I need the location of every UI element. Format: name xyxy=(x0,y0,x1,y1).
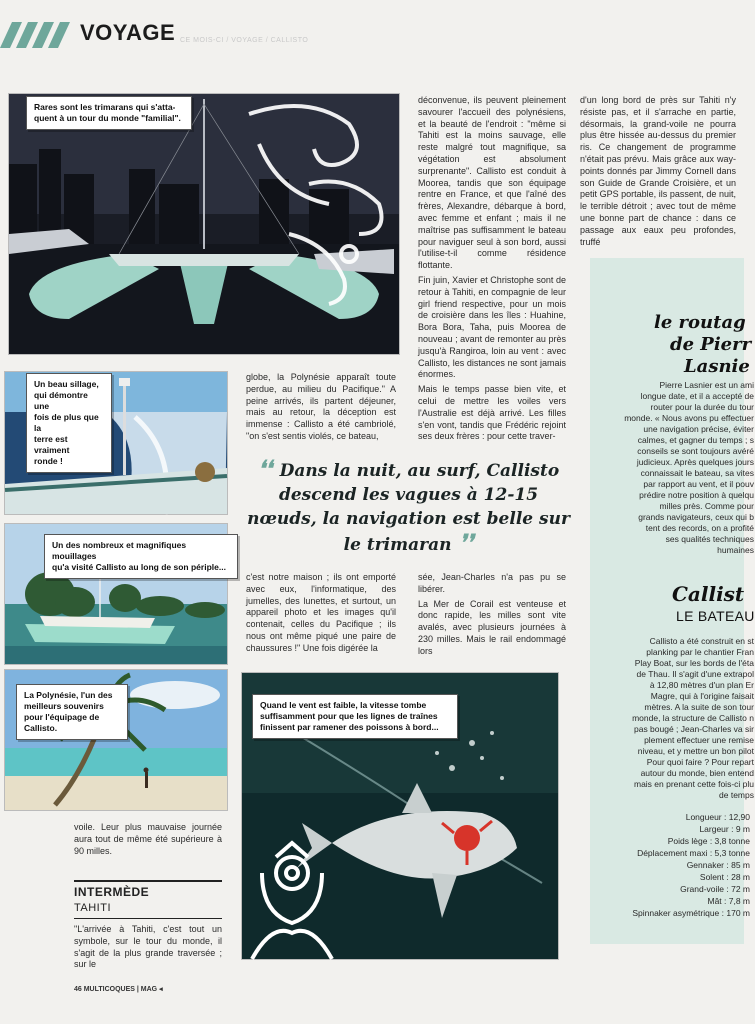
sidebar-line: tent des records, on a profité xyxy=(645,523,754,533)
sidebar-line: milles près. Comme pour xyxy=(659,501,754,511)
column-4 xyxy=(580,95,736,251)
sidebar-line: Callisto a été construit en st xyxy=(649,636,754,646)
footer-arrow-icon: ◂ xyxy=(159,986,163,993)
sidebar-line: calmes, et gagner du temps ; s xyxy=(637,435,754,445)
sidebar-line: Magre, qui à l'origine faisait xyxy=(650,691,754,701)
caption-polynesie: La Polynésie, l'un des meilleurs souvenirs pour l'équipage de Callisto. xyxy=(16,684,128,740)
sidebar-line: grands navigateurs, ceux qui b xyxy=(638,512,754,522)
sidebar-line: prédire notre position à quelqu xyxy=(639,490,754,500)
column-2-bottom xyxy=(246,572,396,658)
spec-deplacement: Déplacement maxi : 5,3 tonne xyxy=(637,848,750,858)
sidebar-line: pas bougé ; Jean-Charles va sir xyxy=(633,724,754,734)
spec-mat: Mât : 7,8 m xyxy=(707,896,750,906)
header-faded-text: CE MOIS-CI / VOYAGE / CALLISTO xyxy=(180,37,309,44)
spec-spinnaker: Spinnaker asymétrique : 170 m xyxy=(632,908,750,918)
sidebar-line: une navigation précise, éviter xyxy=(643,424,754,434)
header-stripes-icon xyxy=(0,22,72,48)
sidebar-line: longue date, et il a accepté de xyxy=(640,391,754,401)
col2-bottom-paragraph: c'est notre maison ; ils ont emporté avec eux, l'informatique, des jumelles, des lunettes, et surtout, un appareil photo et les images qu'il contenait, celles du Pacifique ; ils nous ont même piqué une paire de chaussures !" Une fois digérée la xyxy=(246,572,396,653)
col3-bottom-paragraph-1: sée, Jean-Charles n'a pas pu se libérer. xyxy=(418,572,566,594)
caption-sillage: Un beau sillage, qui démontre une fois de plus que la terre est vraiment ronde ! xyxy=(26,373,112,473)
close-quote-icon: ❜❜ xyxy=(451,530,474,556)
page-footer xyxy=(74,985,163,993)
section-title: VOYAGE xyxy=(80,20,176,45)
sidebar-line: de temps xyxy=(719,790,754,800)
intermede-title: INTERMÈDE xyxy=(74,885,150,899)
sidebar-line: Pour quoi faire ? Pour repart xyxy=(646,757,754,767)
sidebar-line: humaines xyxy=(717,545,754,555)
sidebar-title-line1: le routag xyxy=(654,312,746,333)
intermede-subtitle: TAHITI xyxy=(74,902,112,914)
pull-quote xyxy=(246,457,571,557)
caption-mouillages: Un des nombreux et magnifiques mouillages qu'a visité Callisto au long de son périple... xyxy=(44,534,238,579)
col3-paragraph-2: Fin juin, Xavier et Christophe sont de retour à Tahiti, en compagnie de leur girl friend respective, pour un mois de croisière dans les îles : Huahine, Bora Bora, Taha, puis Moorea de nouveau ; avant de remonter au près jusqu'à Rangiroa, loin au vent : avec Callisto, les distances ne sont jamais énormes. xyxy=(418,274,566,380)
sidebar-callisto-title: Callist xyxy=(672,582,745,606)
sidebar-line: Pierre Lasnier est un ami xyxy=(659,380,754,390)
col4-paragraph: d'un long bord de près sur Tahiti n'y résiste pas, et il s'arrache en partie, désormais, la grand-voile ne pourra plus être hissée au-dessus du premier ris. Ce changement de programme n'était pas prévu. Mais grâce aux way-points donnés par Jimmy Cornell dans son Guide de Grande Croisière, et un petit GPS portable, ils passent, de nuit, le terrible détroit ; avec tout de même une bonne part de chance : dans ce passage aux eaux peu profondes, truffé xyxy=(580,95,736,247)
sidebar-line: autour du monde, bien entend xyxy=(640,768,754,778)
sidebar-line: mais en prenant cette fois-ci plu xyxy=(633,779,754,789)
caption-poissons: Quand le vent est faible, la vitesse tombe suffisamment pour que les lignes de traînes finissent par ramener des poissons à bord... xyxy=(252,694,458,739)
sidebar-line: monde. « Nous avons pu effectuer xyxy=(624,413,754,423)
spec-longueur: Longueur : 12,90 xyxy=(685,812,750,822)
col3-paragraph-1: déconvenue, ils peuvent pleinement savourer l'accueil des polynésiens, et la beauté de l'endroit : "même si Tahiti est la moins sauvage, elle reste malgré tout magnifique, sa végétation est absolument surprenante". Callisto est conduit à Moorea, tandis que son équipage rentre en France, et que l'aîné des frères, Alexandre, débarque à bord, avec femme et enfant ; mais il ne maîtrise pas suffisamment le bateau pour naviguer seul à son bord, aussi l'utilise-t-il comme résidence flottante. xyxy=(418,95,566,271)
spec-poids: Poids lège : 3,8 tonne xyxy=(667,836,750,846)
spec-gennaker: Gennaker : 85 m xyxy=(686,860,750,870)
column-1 xyxy=(74,822,222,860)
sidebar-title-line2: de Pierr xyxy=(670,334,752,355)
column-1-bottom xyxy=(74,924,222,974)
column-3-bottom xyxy=(418,572,566,661)
sidebar-line: judicieux. Après quelques jours xyxy=(636,457,754,467)
pull-quote-text: Dans la nuit, au surf, Callisto descend les vagues à 12-15 nœuds, la navigation est belle sur le trimaran xyxy=(247,461,570,555)
intermede-rule-top xyxy=(74,880,222,882)
sidebar-line: planking par le chantier Fran xyxy=(646,647,754,657)
col2-top-paragraph: globe, la Polynésie apparaît toute perdue, au milieu du Pacifique." A peine arrivés, ils partent déjeuner, mais au retour, la déception est immense : Callisto a été cambriolé, "on s'est sentis violés, ce bateau, xyxy=(246,372,396,441)
sidebar-line: plement effectuer une remise xyxy=(644,735,754,745)
sidebar-line: Play Boat, sur les bords de l'éta xyxy=(634,658,754,668)
sidebar-line: ses qualités techniques xyxy=(665,534,754,544)
sidebar-callisto-subtitle: LE BATEAU xyxy=(676,608,755,624)
sidebar-line: router pour la durée du tour xyxy=(650,402,754,412)
col1-paragraph: voile. Leur plus mauvaise journée aura tout de même été supérieure à 90 milles. xyxy=(74,822,222,856)
sidebar-line: conseils se sont toujours avéré xyxy=(637,446,754,456)
photo-trimaran-marina xyxy=(8,93,400,355)
sidebar-line: mètres. A la suite de son tour xyxy=(644,702,754,712)
sidebar-line: à 12,80 mètres d'un plan Er xyxy=(649,680,754,690)
column-3-top xyxy=(418,95,566,446)
intermede-rule-bottom xyxy=(74,918,222,919)
col1-bottom-paragraph: "L'arrivée à Tahiti, c'est tout un symbole, sur le tour du monde, il s'agit de la plus grande traversée ; sur le xyxy=(74,924,222,970)
col3-bottom-paragraph-2: La Mer de Corail est venteuse et donc rapide, les milles sont vite avalés, avec plusieurs journées à 230 milles. Mais le rail endommagé lors xyxy=(418,598,566,656)
spec-largeur: Largeur : 9 m xyxy=(699,824,750,834)
spec-grand-voile: Grand-voile : 72 m xyxy=(680,884,750,894)
sidebar-line: connaissait le bateau, sa vites xyxy=(640,468,754,478)
sidebar-line: par rapport au vent, et il pouv xyxy=(643,479,754,489)
open-quote-icon: ❛❛ xyxy=(257,456,280,482)
sidebar-line: niveau, et y mettre un bon pilot xyxy=(637,746,754,756)
footer-text: 46 MULTICOQUES | MAG xyxy=(74,986,158,993)
column-2-top xyxy=(246,372,396,446)
spec-solent: Solent : 28 m xyxy=(699,872,750,882)
sidebar-line: de Thau. Il s'agit d'une extrapol xyxy=(636,669,754,679)
sidebar-title-line3: Lasnie xyxy=(684,356,750,377)
sidebar-line: monde, la structure de Callisto n xyxy=(632,713,754,723)
caption-trimaran: Rares sont les trimarans qui s'atta- quent à un tour du monde "familial". xyxy=(26,96,192,130)
col3-paragraph-3: Mais le temps passe bien vite, et celui de mettre les voiles vers l'Australie est déjà arrivé. Les filles s'en vont, tandis que Frédéric rejoint ses deux frères : pour cette traver- xyxy=(418,384,566,442)
